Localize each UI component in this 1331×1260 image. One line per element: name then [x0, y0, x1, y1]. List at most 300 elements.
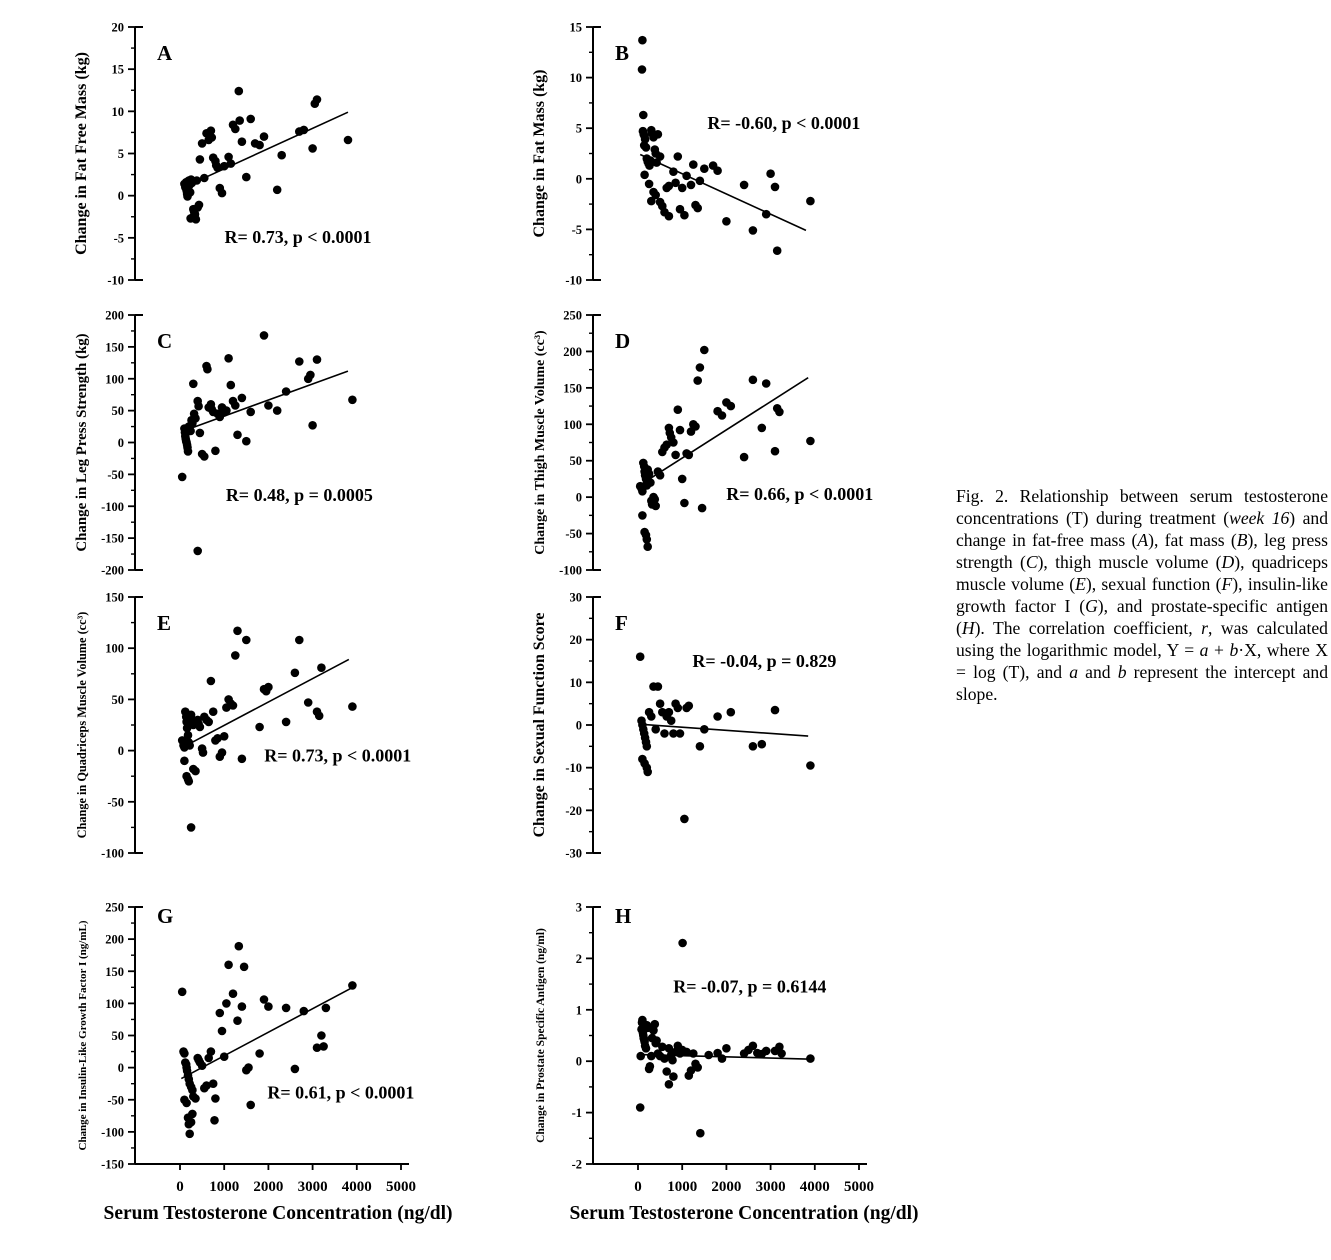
data-point [654, 130, 663, 139]
scatter-panel-F-sexual-function [518, 586, 942, 868]
y-tick-label: 30 [569, 590, 582, 605]
data-point [749, 376, 758, 385]
y-tick-label: -10 [107, 273, 124, 288]
data-point [674, 152, 683, 161]
data-point [669, 438, 678, 447]
scatter-panel-D-thigh-muscle-volume [518, 303, 942, 586]
data-point [264, 683, 273, 692]
data-point [238, 1002, 247, 1011]
data-point [188, 1110, 197, 1119]
data-point [651, 502, 660, 511]
data-point [674, 704, 683, 713]
data-point [656, 699, 665, 708]
y-tick-labels [107, 21, 124, 288]
y-tick-label: 15 [111, 62, 124, 77]
data-point [693, 376, 702, 385]
data-point [244, 1063, 253, 1072]
correlation-annotation: R= 0.73, p < 0.0001 [264, 745, 412, 766]
panel-A-svg [60, 10, 484, 298]
y-tick-label: -50 [107, 795, 124, 810]
y-tick-label: -30 [565, 846, 582, 861]
y-axis [586, 907, 601, 1164]
y-tick-label: 100 [105, 372, 124, 387]
data-point [235, 87, 244, 96]
x-tick-label: 3000 [297, 1179, 328, 1195]
y-tick-label: 250 [563, 308, 582, 323]
y-tick-label: 100 [563, 417, 582, 432]
caption-segment: ), thigh muscle volume ( [1037, 551, 1222, 572]
data-point [186, 188, 195, 197]
data-point [696, 363, 705, 372]
data-point [255, 723, 264, 732]
y-tick-label: 200 [105, 308, 124, 323]
data-point [180, 1049, 189, 1058]
data-point [282, 387, 291, 396]
panel-letter: E [157, 611, 172, 635]
caption-italic-segment: E [1075, 573, 1086, 594]
caption-italic-segment: B [1236, 529, 1248, 550]
data-point [229, 701, 238, 710]
caption-segment: Fig. 2. Relationship between serum testosterone concentrations (T) during treatment ( [956, 486, 1328, 528]
y-tick-labels [559, 309, 582, 578]
data-point [700, 346, 709, 355]
data-point [224, 354, 233, 363]
data-point [242, 437, 251, 446]
panel-letter: C [157, 329, 173, 353]
caption-segment: ·X, where X = log (T), and [956, 639, 1328, 682]
data-point [771, 447, 780, 456]
data-point [806, 1054, 815, 1063]
data-point [698, 504, 707, 513]
data-point [685, 702, 694, 711]
y-axis [128, 597, 143, 853]
y-tick-label: -5 [571, 222, 582, 237]
data-point [713, 166, 722, 175]
scatter-panel-G-igf-i [60, 876, 484, 1210]
caption-italic-segment: r [1201, 617, 1209, 638]
x-tick-label: 5000 [844, 1179, 874, 1195]
y-tick-label: 50 [111, 692, 124, 707]
y-axis-title: Change in Fat Free Mass (kg) [73, 52, 90, 255]
data-point [317, 1031, 326, 1040]
data-point [762, 379, 771, 388]
data-points [180, 87, 352, 224]
y-axis [128, 315, 143, 570]
data-point [300, 1007, 309, 1016]
data-point [636, 652, 645, 661]
data-point [643, 542, 652, 551]
panel-C-svg [60, 303, 484, 586]
data-point [643, 768, 652, 777]
data-point [689, 1049, 698, 1058]
y-tick-label: 5 [575, 121, 582, 136]
data-point [348, 396, 357, 405]
y-tick-labels [572, 901, 582, 1172]
data-point [208, 133, 217, 142]
data-point [246, 115, 255, 124]
data-point [220, 1052, 229, 1061]
y-tick-label: 0 [117, 189, 124, 204]
data-point [678, 939, 687, 948]
data-point [643, 535, 652, 544]
scatter-panel-E-quadriceps-muscle-volume [60, 586, 484, 868]
data-point [638, 511, 647, 520]
x-tick-label: 4000 [799, 1179, 830, 1195]
x-axis-title-right: Serum Testosterone Concentration (ng/dl) [569, 1203, 919, 1224]
data-point [656, 471, 665, 480]
correlation-annotation: R= -0.04, p = 0.829 [692, 651, 837, 671]
data-point [210, 1116, 219, 1125]
caption-italic-segment: H [961, 617, 975, 638]
data-point [718, 411, 727, 420]
figure-caption [956, 486, 1328, 706]
y-tick-label: -200 [101, 563, 124, 578]
data-point [231, 401, 240, 410]
data-point [211, 1094, 220, 1103]
y-tick-label: -150 [101, 531, 124, 546]
data-point [646, 1062, 655, 1071]
data-points [178, 942, 357, 1138]
y-tick-label: 20 [111, 20, 124, 35]
data-point [704, 1051, 713, 1060]
panel-letter: G [157, 904, 174, 928]
data-point [636, 1052, 645, 1061]
data-point [231, 651, 240, 660]
y-axis-title: Change in Prostate Specific Antigen (ng/ml) [535, 928, 547, 1143]
x-tick-label: 1000 [667, 1179, 698, 1195]
data-point [308, 421, 317, 430]
data-point [211, 447, 220, 456]
y-tick-label: 0 [117, 1061, 124, 1076]
y-tick-labels [565, 591, 582, 861]
x-tick-label: 2000 [253, 1179, 284, 1195]
data-point [771, 183, 780, 192]
data-point [758, 424, 767, 433]
data-point [665, 1080, 674, 1089]
data-points [178, 331, 357, 555]
data-point [749, 226, 758, 235]
data-point [242, 173, 251, 182]
data-point [308, 144, 317, 153]
data-point [713, 712, 722, 721]
data-point [196, 429, 205, 438]
panel-D-svg [518, 303, 942, 586]
data-point [193, 547, 202, 556]
y-tick-label: 2 [575, 951, 582, 966]
data-point [313, 95, 322, 104]
data-point [291, 669, 300, 678]
caption-segment: represent the intercept and slope. [956, 661, 1328, 704]
y-tick-labels [101, 591, 124, 861]
data-point [187, 823, 196, 832]
data-point [638, 65, 647, 74]
data-point [295, 636, 304, 645]
scatter-panel-A-fat-free-mass [60, 10, 484, 298]
x-tick-label: 3000 [755, 1179, 786, 1195]
panel-F-svg [518, 586, 942, 868]
y-tick-label: 0 [117, 744, 124, 759]
data-point [660, 729, 669, 738]
regression-line [192, 659, 349, 742]
y-tick-label: 0 [575, 172, 582, 187]
data-point [639, 111, 648, 120]
data-point [218, 1027, 227, 1036]
data-point [196, 723, 205, 732]
y-tick-label: 10 [569, 675, 582, 690]
caption-segment: + [1208, 639, 1230, 660]
data-point [238, 137, 247, 146]
data-point [306, 371, 315, 380]
y-tick-label: 0 [575, 718, 582, 733]
y-axis [586, 315, 601, 570]
data-point [678, 475, 687, 484]
data-point [184, 447, 193, 456]
data-point [273, 186, 282, 195]
data-point [185, 1130, 194, 1139]
x-tick-label: 0 [634, 1179, 642, 1195]
caption-segment: and [1078, 661, 1118, 682]
data-point [806, 761, 815, 770]
caption-italic-segment: C [1025, 551, 1038, 572]
y-tick-label: 5 [117, 147, 124, 161]
y-tick-label: 200 [105, 932, 124, 947]
data-point [696, 1129, 705, 1138]
data-point [178, 473, 187, 482]
data-points [178, 627, 357, 832]
data-point [676, 426, 685, 435]
y-tick-label: 50 [111, 404, 124, 419]
data-point [291, 1065, 300, 1074]
y-tick-label: -150 [101, 1157, 124, 1172]
data-point [229, 989, 238, 998]
y-tick-label: -20 [565, 803, 582, 818]
data-point [209, 707, 218, 716]
data-points [636, 652, 815, 823]
panel-letter: H [615, 904, 632, 928]
y-tick-label: -50 [107, 1093, 124, 1108]
data-point [322, 1004, 331, 1013]
y-tick-label: 0 [575, 1054, 582, 1069]
panel-letter: F [615, 611, 628, 635]
data-point [255, 1049, 264, 1058]
data-point [273, 406, 282, 415]
caption-italic-segment: b [1117, 661, 1127, 682]
correlation-annotation: R= 0.48, p = 0.0005 [225, 484, 373, 505]
data-point [642, 1044, 651, 1053]
data-point [674, 405, 683, 414]
y-axis [128, 907, 143, 1164]
data-point [233, 1016, 242, 1025]
data-point [196, 155, 205, 164]
data-point [246, 408, 255, 417]
regression-line [192, 371, 348, 428]
data-point [766, 169, 775, 178]
y-tick-label: 3 [575, 900, 582, 915]
data-point [775, 408, 784, 417]
y-axis [128, 27, 143, 280]
y-tick-label: 150 [105, 340, 124, 355]
x-axis [593, 1164, 867, 1170]
data-point [185, 777, 194, 786]
x-axis [135, 1164, 409, 1170]
data-point [233, 431, 242, 440]
data-point [233, 627, 242, 636]
data-point [758, 740, 767, 749]
data-point [315, 712, 324, 721]
data-point [193, 176, 202, 185]
caption-segment: ) and change in fat-free mass ( [956, 507, 1329, 550]
y-tick-label: 10 [569, 71, 582, 86]
y-axis-title: Change in Leg Press Strength (kg) [74, 333, 90, 552]
data-point [260, 995, 269, 1004]
data-point [651, 191, 660, 200]
data-point [238, 394, 247, 403]
data-point [260, 132, 269, 141]
y-tick-label: 0 [117, 436, 124, 450]
y-tick-label: -50 [107, 467, 124, 482]
y-tick-label: -100 [101, 846, 124, 861]
y-tick-label: -10 [565, 273, 582, 288]
data-point [246, 1101, 255, 1110]
y-tick-label: 10 [111, 104, 124, 119]
y-tick-label: 50 [111, 1029, 124, 1043]
data-point [722, 1044, 731, 1053]
y-tick-label: 0 [575, 490, 582, 505]
data-point [242, 636, 251, 645]
data-point [640, 171, 649, 180]
data-point [186, 427, 195, 436]
data-point [654, 682, 663, 691]
data-point [199, 748, 208, 757]
y-tick-label: 100 [105, 641, 124, 656]
data-point [680, 815, 689, 824]
data-point [718, 1054, 727, 1063]
x-tick-labels [176, 1179, 416, 1195]
data-point [264, 401, 273, 410]
data-point [238, 755, 247, 764]
y-tick-label: -100 [101, 1125, 124, 1140]
data-point [317, 663, 326, 672]
data-point [685, 451, 694, 460]
data-point [218, 189, 227, 198]
y-axis [586, 27, 601, 280]
data-point [806, 197, 815, 206]
caption-italic-segment: b [1229, 639, 1239, 660]
y-axis-title: Change in Insulin-Like Growth Factor I (ng/mL) [77, 920, 89, 1151]
data-point [198, 1061, 207, 1070]
data-point [656, 152, 665, 161]
data-point [693, 204, 702, 213]
data-points [636, 346, 815, 551]
data-point [187, 1118, 196, 1127]
data-point [668, 1056, 677, 1065]
y-tick-labels [101, 309, 124, 578]
data-point [200, 452, 209, 461]
data-point [282, 1004, 291, 1013]
data-point [264, 1002, 273, 1011]
caption-italic-segment: A [1137, 529, 1149, 550]
data-point [680, 499, 689, 508]
x-tick-label: 2000 [711, 1179, 742, 1195]
scatter-panel-B-fat-mass [518, 10, 942, 298]
data-point [222, 406, 231, 415]
x-tick-labels [634, 1179, 874, 1195]
x-tick-label: 0 [176, 1179, 184, 1195]
data-point [231, 125, 240, 134]
data-point [260, 331, 269, 340]
caption-italic-segment: a [1199, 639, 1209, 660]
data-point [178, 988, 187, 997]
data-point [216, 1009, 225, 1018]
y-tick-label: 150 [563, 381, 582, 396]
data-point [235, 942, 244, 951]
data-point [647, 712, 656, 721]
y-tick-label: -100 [559, 563, 582, 578]
data-point [665, 708, 674, 717]
data-point [671, 451, 680, 460]
data-point [636, 1103, 645, 1112]
caption-italic-segment: G [1085, 595, 1098, 616]
data-point [255, 141, 264, 150]
data-point [749, 742, 758, 751]
panel-letter: B [615, 41, 630, 65]
data-point [191, 1094, 200, 1103]
data-point [222, 999, 231, 1008]
data-point [235, 116, 244, 125]
data-point [227, 159, 236, 168]
data-point [191, 414, 200, 423]
x-tick-label: 4000 [341, 1179, 372, 1195]
regression-line [639, 378, 808, 486]
data-point [680, 211, 689, 220]
correlation-annotation: R= 0.61, p < 0.0001 [267, 1082, 415, 1103]
panel-letter: A [157, 41, 173, 65]
data-point [651, 725, 660, 734]
data-point [207, 1047, 216, 1056]
data-point [304, 698, 313, 707]
correlation-annotation: R= -0.60, p < 0.0001 [707, 113, 861, 134]
y-tick-label: 200 [563, 344, 582, 359]
y-axis-title: Change in Thigh Muscle Volume (cc³) [533, 330, 548, 555]
data-point [696, 742, 705, 751]
y-tick-label: -2 [571, 1157, 582, 1172]
caption-italic-segment: a [1069, 661, 1079, 682]
x-axis-title-left: Serum Testosterone Concentration (ng/dl) [103, 1203, 453, 1224]
y-tick-label: -100 [101, 499, 124, 514]
scatter-panel-H-psa [518, 876, 942, 1210]
data-point [348, 702, 357, 711]
data-point [194, 402, 203, 411]
data-point [295, 357, 304, 366]
correlation-annotation: R= 0.73, p < 0.0001 [224, 226, 372, 247]
y-axis-title: Change in Quadriceps Muscle Volume (cc³) [75, 611, 89, 839]
y-tick-label: -50 [565, 527, 582, 542]
data-point [693, 1063, 702, 1072]
correlation-annotation: R= -0.07, p = 0.6144 [673, 976, 827, 997]
x-tick-label: 1000 [209, 1179, 240, 1195]
y-tick-label: 100 [105, 996, 124, 1011]
data-point [722, 217, 731, 226]
panel-E-svg [60, 586, 484, 868]
data-point [203, 365, 212, 374]
data-point [727, 402, 736, 411]
data-point [678, 184, 687, 193]
correlation-annotation: R= 0.66, p < 0.0001 [726, 484, 874, 505]
data-point [669, 167, 678, 176]
y-tick-label: 20 [569, 633, 582, 648]
data-point [645, 470, 654, 479]
caption-segment: ), fat mass ( [1148, 529, 1237, 550]
